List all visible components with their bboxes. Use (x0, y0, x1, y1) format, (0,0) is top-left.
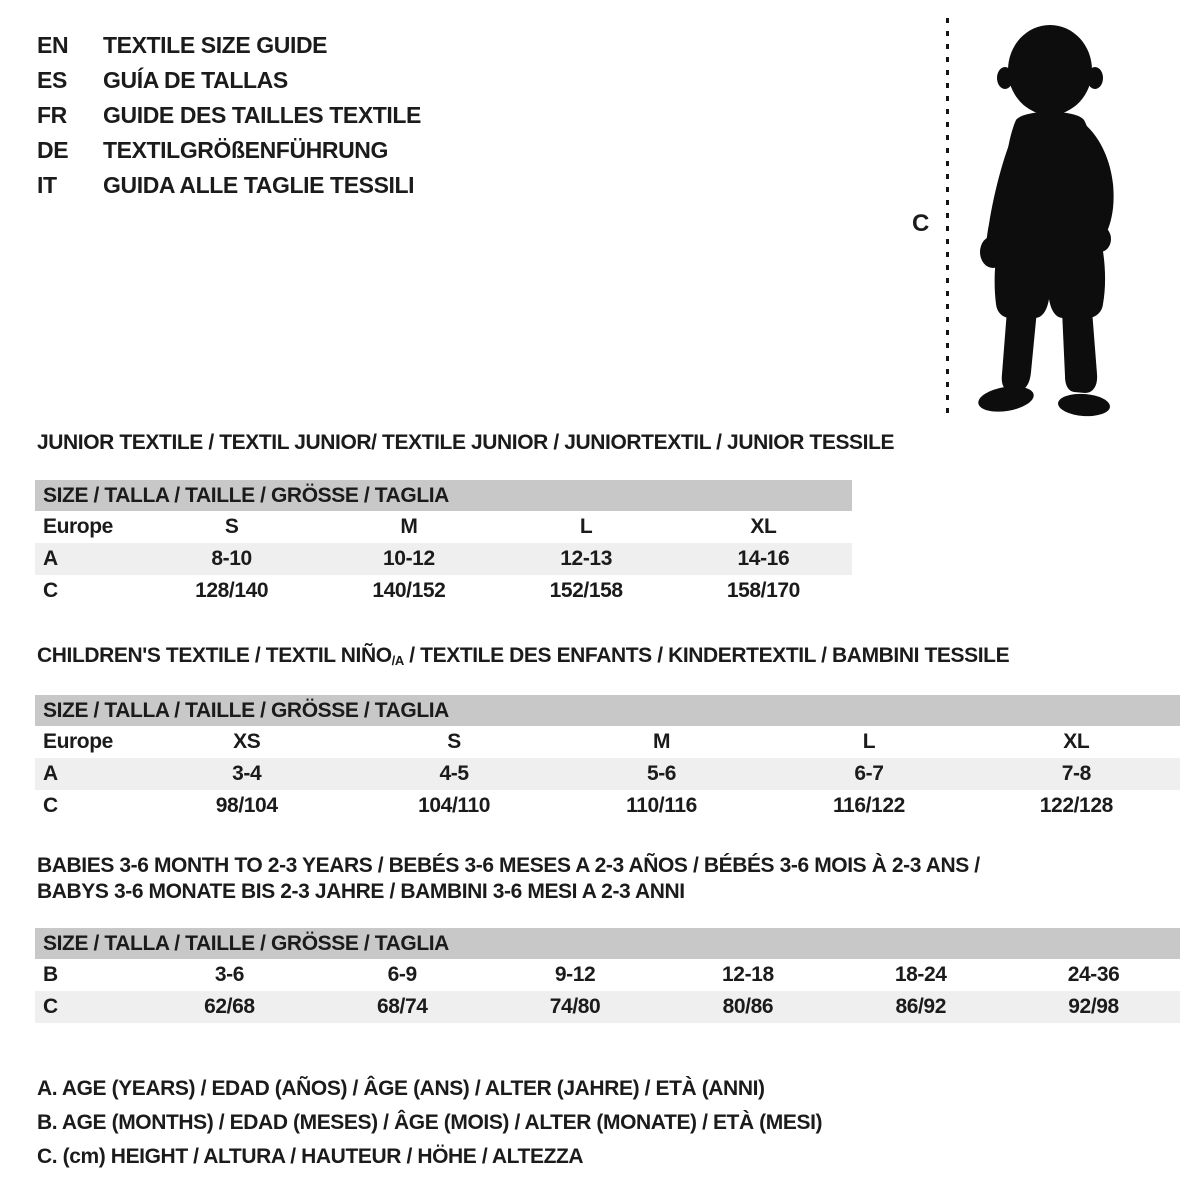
row-label: C (43, 579, 58, 602)
language-code: EN (37, 32, 69, 58)
table-cell: L (862, 730, 876, 753)
table-cell: 68/74 (376, 995, 428, 1018)
language-title: GUIDE DES TAILLES TEXTILE (103, 102, 421, 128)
children-table (35, 643, 1180, 822)
table-cell: 80/86 (722, 995, 774, 1018)
table-row (35, 575, 852, 607)
table-cell: 18-24 (894, 963, 947, 986)
table-cell: 12-13 (560, 547, 612, 570)
junior-table (35, 430, 895, 607)
toddler-silhouette (962, 12, 1140, 422)
row-label: C (43, 794, 58, 817)
table-cell: 3-4 (232, 762, 262, 785)
table-title-line1: BABIES 3-6 MONTH TO 2-3 YEARS / BEBÉS 3-6 MESES A 2-3 AÑOS / BÉBÉS 3-6 MOIS À 2-3 ANS / (37, 854, 980, 877)
table-title-rest: / TEXTILE DES ENFANTS / KINDERTEXTIL / BAMBINI TESSILE (403, 644, 1010, 667)
table-cell: 8-10 (211, 547, 252, 570)
table-cell: 128/140 (195, 579, 269, 602)
height-dashed-line (946, 18, 949, 416)
language-row (37, 28, 421, 63)
row-label: A (43, 547, 58, 570)
table-cell: 14-16 (737, 547, 790, 570)
size-band: SIZE / TALLA / TAILLE / GRÖSSE / TAGLIA (35, 480, 852, 511)
table-cell: 6-7 (854, 762, 884, 785)
table-title-line2: BABYS 3-6 MONATE BIS 2-3 JAHRE / BAMBINI 3-6 MESI A 2-3 ANNI (37, 880, 685, 903)
row-label: Europe (43, 730, 113, 753)
table-cell: 12-18 (722, 963, 774, 986)
row-label: A (43, 762, 58, 785)
table-cell: 9-12 (554, 963, 596, 986)
table-cell: 152/158 (549, 579, 623, 602)
language-title: GUÍA DE TALLAS (103, 67, 288, 93)
table-cell: S (447, 730, 461, 753)
table-cell: 140/152 (372, 579, 446, 602)
table-cell: L (579, 515, 593, 538)
table-row (35, 758, 1180, 790)
table-cell: 62/68 (204, 995, 255, 1018)
table-cell: XS (233, 730, 261, 753)
table-row (35, 543, 852, 575)
table-title-main: CHILDREN'S TEXTILE / TEXTIL NIÑO (37, 644, 392, 667)
row-label: Europe (43, 515, 113, 538)
table-cell: 7-8 (1061, 762, 1091, 785)
language-title: GUIDA ALLE TAGLIE TESSILI (103, 172, 415, 198)
table-cell: 6-9 (387, 963, 417, 986)
table-row (35, 511, 852, 543)
table-cell: 158/170 (726, 579, 800, 602)
height-figure (900, 0, 1200, 440)
table-title-sub: /A (391, 653, 404, 668)
size-band: SIZE / TALLA / TAILLE / GRÖSSE / TAGLIA (35, 928, 1180, 959)
table-row (35, 991, 1180, 1023)
language-code: IT (37, 172, 57, 198)
language-row (37, 63, 421, 98)
row-label: B (43, 963, 58, 986)
table-cell: XL (750, 515, 777, 538)
table-cell: 86/92 (895, 995, 946, 1018)
table-cell: S (224, 515, 239, 538)
table-cell: XL (1063, 730, 1090, 753)
table-row (35, 790, 1180, 822)
row-label: C (43, 995, 58, 1018)
language-code: FR (37, 102, 67, 128)
table-cell: M (652, 730, 671, 753)
table-cell: 122/128 (1039, 794, 1113, 817)
table-cell: 5-6 (646, 762, 677, 785)
language-header (37, 28, 421, 203)
table-cell: 110/116 (626, 794, 697, 817)
table-cell: M (400, 515, 418, 538)
legend-line-b: B. AGE (MONTHS) / EDAD (MESES) / ÂGE (MOIS) / ALTER (MONATE) / ETÀ (MESI) (37, 1111, 823, 1134)
babies-table (35, 853, 1180, 1023)
table-row (35, 726, 1180, 758)
table-cell: 104/110 (418, 794, 491, 817)
language-code: DE (37, 137, 69, 163)
language-row (37, 98, 421, 133)
language-row (37, 133, 421, 168)
height-measure-label: C (912, 210, 929, 237)
table-cell: 24-36 (1067, 963, 1120, 986)
table-cell: 74/80 (549, 995, 601, 1018)
table-title: JUNIOR TEXTILE / TEXTIL JUNIOR/ TEXTILE JUNIOR / JUNIORTEXTIL / JUNIOR TESSILE (37, 431, 895, 454)
measure-legend (37, 1072, 822, 1174)
table-cell: 3-6 (214, 963, 244, 986)
table-row (35, 959, 1180, 991)
language-code: ES (37, 67, 67, 93)
table-cell: 92/98 (1068, 995, 1119, 1018)
language-title: TEXTILGRÖßENFÜHRUNG (103, 137, 388, 163)
table-cell: 98/104 (215, 794, 278, 817)
table-cell: 10-12 (383, 547, 435, 570)
legend-line-c: C. (cm) HEIGHT / ALTURA / HAUTEUR / HÖHE / ALTEZZA (37, 1145, 584, 1168)
language-row (37, 168, 421, 203)
table-cell: 4-5 (439, 762, 469, 785)
table-title (37, 643, 1180, 671)
language-title: TEXTILE SIZE GUIDE (103, 32, 328, 58)
legend-line-a: A. AGE (YEARS) / EDAD (AÑOS) / ÂGE (ANS) / ALTER (JAHRE) / ETÀ (ANNI) (37, 1077, 765, 1100)
size-band: SIZE / TALLA / TAILLE / GRÖSSE / TAGLIA (35, 695, 1180, 726)
table-cell: 116/122 (832, 794, 905, 817)
